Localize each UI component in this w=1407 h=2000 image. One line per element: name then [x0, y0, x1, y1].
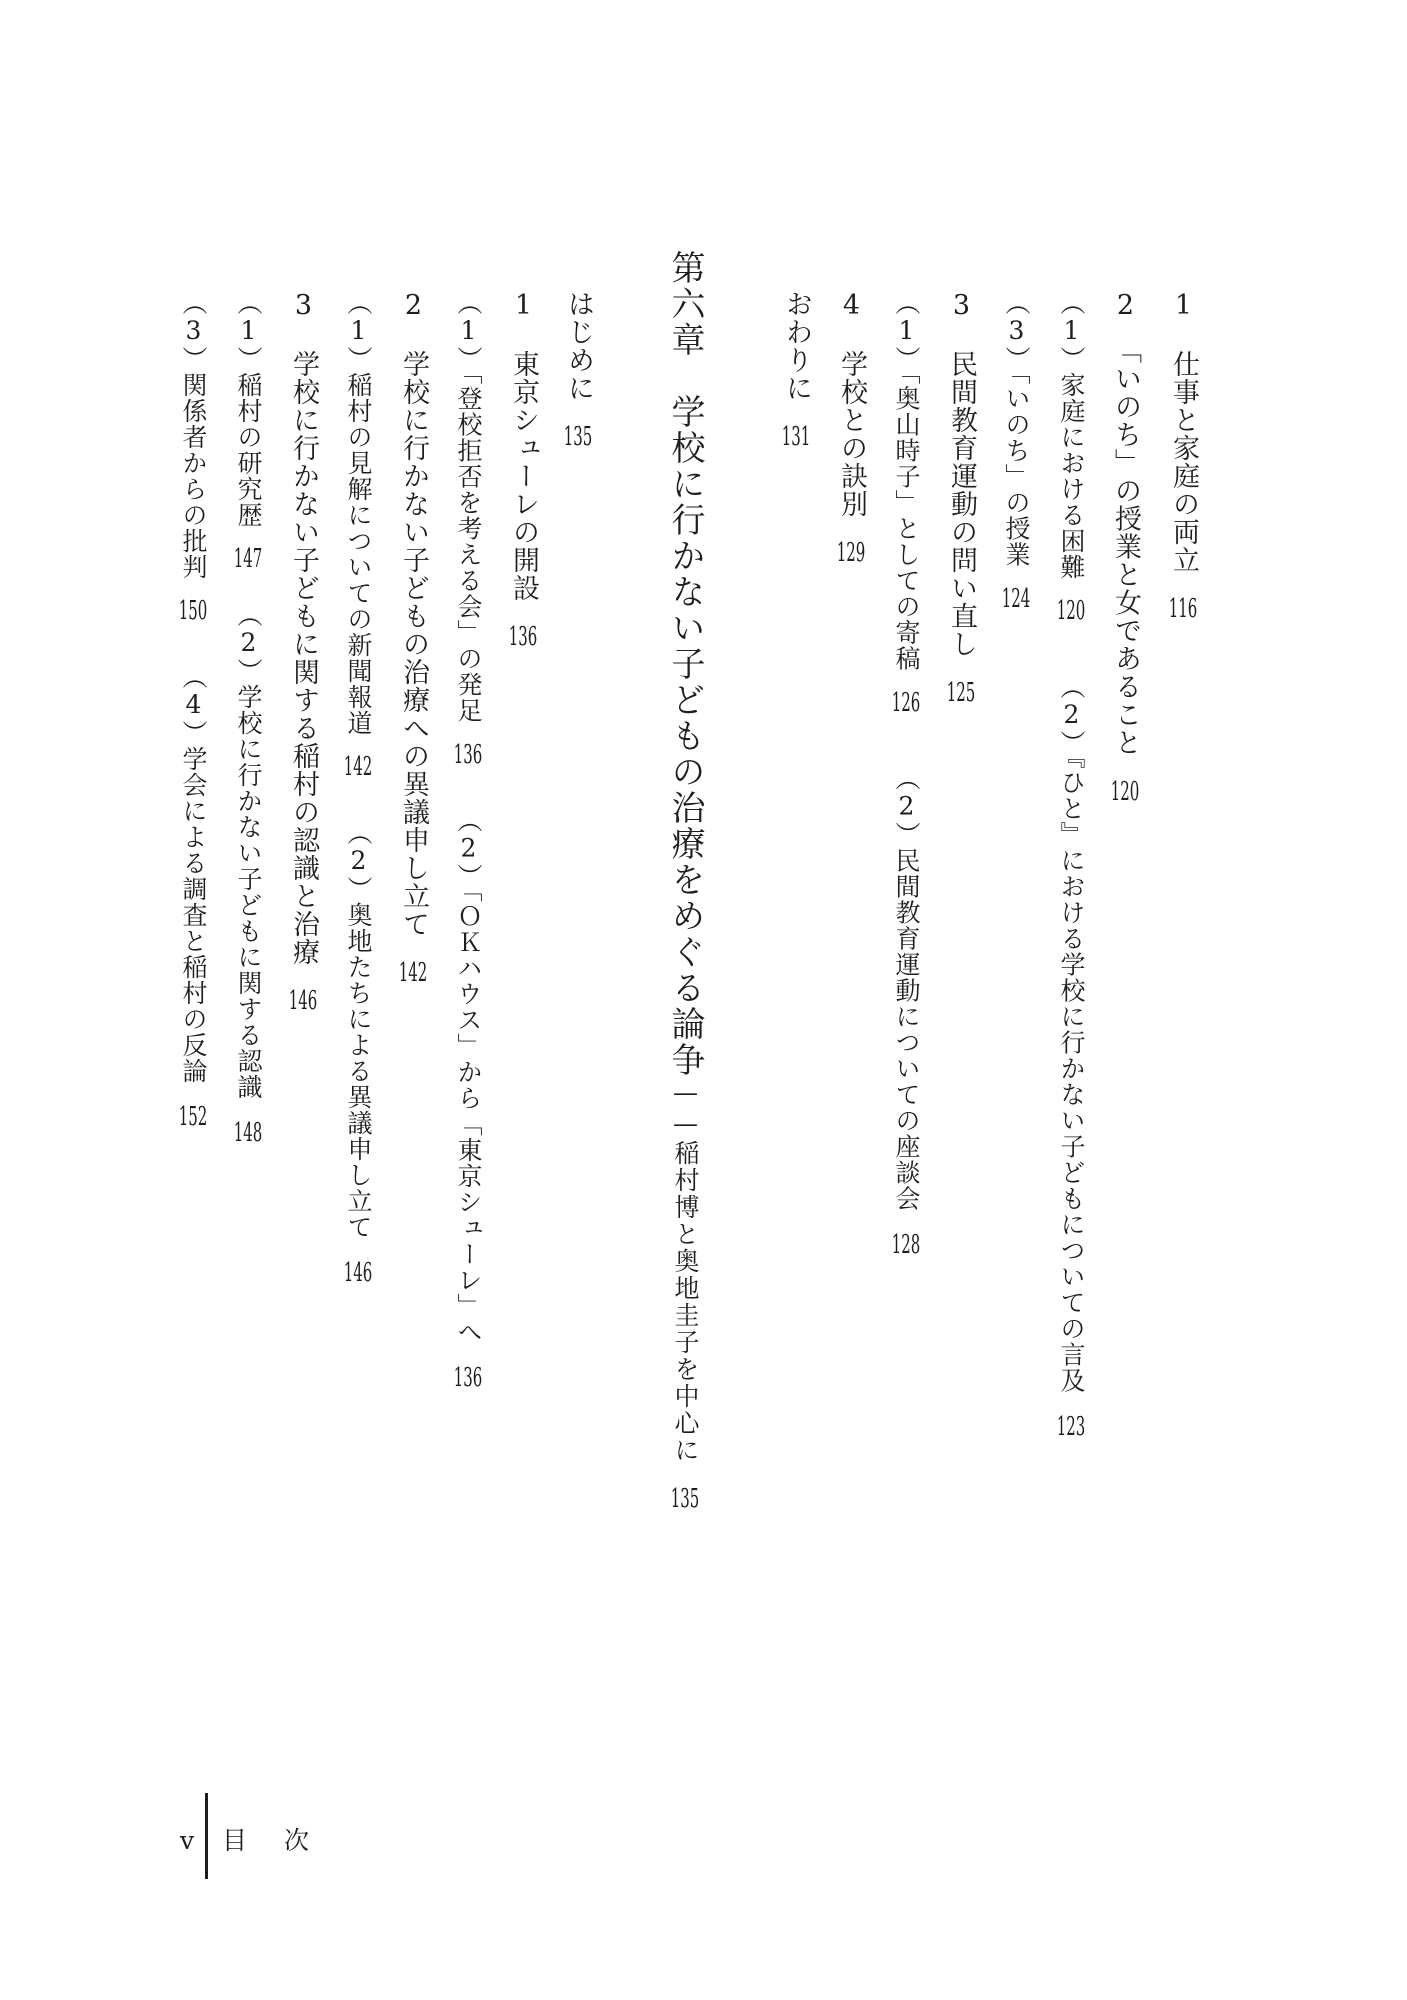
- toc-entry-label: （4）学会による調査と稲村の反論: [179, 664, 208, 1084]
- toc-entry: [455, 290, 482, 1391]
- toc-entry-page: 152: [178, 1104, 208, 1130]
- toc-entry-page: 148: [233, 1120, 263, 1146]
- toc-entry: [345, 290, 372, 1286]
- toc-entry-label: はじめに: [563, 290, 594, 402]
- footer-page-number: v: [180, 1826, 195, 1855]
- toc-entry: [180, 290, 207, 1130]
- toc-entry-page: 135: [670, 1486, 700, 1512]
- toc-entry-label: 2 「いのち」の授業と女であること: [1110, 290, 1141, 757]
- toc-entry: [838, 290, 865, 566]
- toc-entry-page: 129: [836, 540, 866, 566]
- toc-entry-label: （1）稲村の研究歴: [234, 290, 263, 528]
- toc-entry: [948, 290, 975, 706]
- toc-entry-label: 1 仕事と家庭の両立: [1168, 290, 1199, 574]
- toc-entry-page: 120: [1110, 778, 1140, 805]
- toc-entry-label: （3）「いのち」の授業: [1002, 290, 1031, 568]
- toc-entry-label: （2）学校に行かない子どもに関する認識: [234, 602, 263, 1100]
- toc-entry-label: （1）「奥山時子」としての寄稿: [892, 290, 921, 672]
- toc-entry: [400, 290, 427, 986]
- toc-entry-label: 3 民間教育運動の問い直し: [946, 290, 977, 658]
- toc-entry-page: 150: [178, 598, 208, 624]
- toc-entry-page: 120: [1056, 598, 1086, 624]
- toc-entry-label: （1）稲村の見解についての新聞報道: [344, 290, 373, 736]
- toc-entry-page: 125: [946, 680, 976, 706]
- toc-entry: [893, 290, 920, 1258]
- toc-entry-label: 3 学校に行かない子どもに関する稲村の認識と治療: [288, 290, 319, 966]
- toc-entry: [1112, 290, 1139, 805]
- toc-entry-page: 146: [288, 988, 318, 1014]
- toc-entry-label: 4 学校との訣別: [836, 290, 867, 518]
- toc-entry-page: 142: [343, 754, 373, 780]
- toc-entry: [235, 290, 262, 1146]
- toc-entry-page: 135: [563, 424, 593, 450]
- chapter-title-label: 第六章 学校に行かない子どもの治療をめぐる論争: [665, 250, 705, 1078]
- toc-entry: [510, 290, 537, 650]
- toc-entry-page: 136: [453, 741, 483, 768]
- toc-entry-label: （2）「ＯＫハウス」から「東京シューレ」へ: [454, 807, 483, 1345]
- toc-entry-page: 136: [453, 1365, 483, 1391]
- toc-entry-page: 123: [1056, 1413, 1086, 1440]
- toc-entry-label: （1）家庭における困難: [1057, 290, 1086, 580]
- chapter-title: [665, 250, 705, 1512]
- toc-entry: [290, 290, 317, 1014]
- toc-entry: [565, 290, 592, 450]
- toc-entry-page: 124: [1001, 585, 1031, 612]
- footer-divider: [205, 1793, 208, 1879]
- toc-entry: [1003, 290, 1030, 612]
- toc-entry-page: 131: [781, 424, 811, 450]
- toc-entry-label: おわりに: [781, 290, 812, 402]
- toc-entry-label: 2 学校に行かない子どもの治療への異議申し立て: [398, 290, 429, 938]
- toc-entry-page: 126: [891, 689, 921, 716]
- toc-entry-page: 116: [1168, 596, 1198, 622]
- toc-entry: [783, 290, 810, 450]
- toc-entry-label: （2）民間教育運動についての座談会: [892, 765, 921, 1212]
- toc-entry: [1170, 290, 1197, 622]
- toc-entry: [1058, 290, 1085, 1440]
- toc-entry-label: （2）奥地たちによる異議申し立て: [344, 820, 373, 1240]
- toc-entry-page: 142: [398, 960, 428, 986]
- toc-entry-label: （2）『ひと』における学校に行かない子どもについての言及: [1057, 674, 1086, 1394]
- toc-entry-page: 128: [891, 1231, 921, 1258]
- chapter-subtitle: ——稲村博と奥地圭子を中心に: [671, 1078, 700, 1464]
- toc-entry-page: 136: [508, 624, 538, 650]
- toc-entry-label: （3）関係者からの批判: [179, 290, 208, 580]
- footer-section-title: 目 次: [222, 1826, 316, 1855]
- toc-entry-page: 146: [343, 1260, 373, 1286]
- toc-entry-page: 147: [233, 546, 263, 572]
- toc-entry-label: 1 東京シューレの開設: [508, 290, 539, 602]
- toc-entry-label: （1）「登校拒否を考える会」の発足: [454, 290, 483, 724]
